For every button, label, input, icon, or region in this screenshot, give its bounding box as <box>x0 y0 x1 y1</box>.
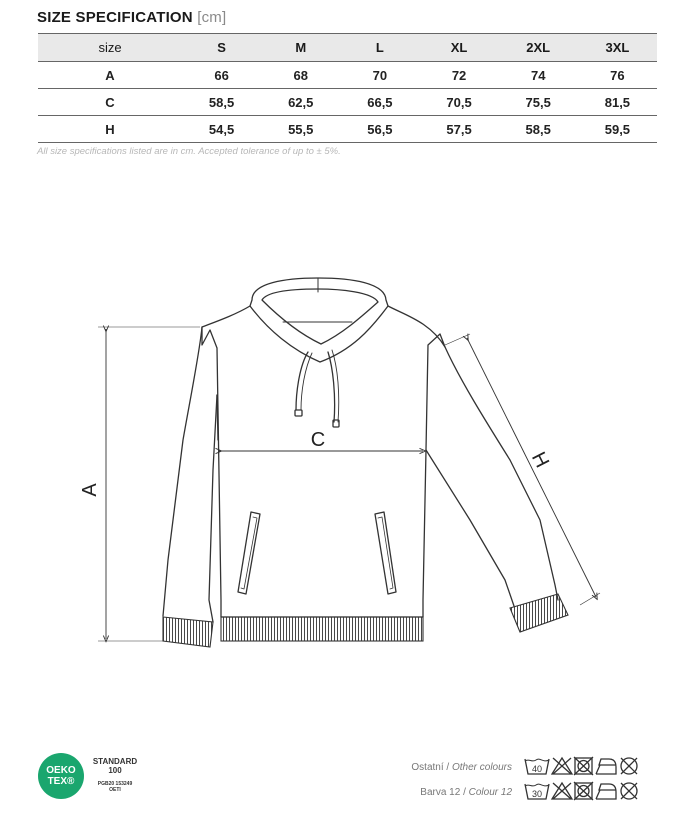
table-cell: 81,5 <box>578 89 657 116</box>
label-h: H <box>526 448 554 472</box>
iron-icon <box>596 784 616 799</box>
column-header: S <box>182 34 261 62</box>
table-cell: 70,5 <box>419 89 498 116</box>
iron-icon <box>596 759 616 774</box>
do-not-dry-clean-icon <box>621 783 637 799</box>
table-cell: 55,5 <box>261 116 340 143</box>
column-header: 2XL <box>499 34 578 62</box>
column-header: 3XL <box>578 34 657 62</box>
title-text: SIZE SPECIFICATION <box>37 9 193 26</box>
do-not-dry-clean-icon <box>621 758 637 774</box>
table-cell: 72 <box>419 62 498 89</box>
drawstring-right <box>328 352 335 422</box>
row-label: C <box>38 89 182 116</box>
column-header: XL <box>419 34 498 62</box>
svg-text:40: 40 <box>531 764 543 774</box>
label-c: C <box>310 429 326 451</box>
table-cell: 58,5 <box>499 116 578 143</box>
left-cuff-rib <box>163 617 213 647</box>
tolerance-note: All size specifications listed are in cm. Accepted tolerance of up to ± 5%. <box>37 146 341 157</box>
column-header: L <box>340 34 419 62</box>
do-not-tumble-dry-icon <box>574 757 593 775</box>
care-icons-row2 <box>523 780 653 802</box>
body-outline <box>202 306 445 617</box>
svg-text:30: 30 <box>531 789 543 799</box>
table-cell: 66,5 <box>340 89 419 116</box>
care-row-colour-12: Barva 12 / Colour 12 <box>420 787 512 798</box>
hood-inner <box>262 289 378 344</box>
do-not-tumble-dry-icon <box>574 782 593 800</box>
title-unit: [cm] <box>197 9 227 26</box>
wash-tub-icon <box>525 759 549 774</box>
standard-label: STANDARD 100 <box>92 757 138 775</box>
care-icons-row1 <box>523 755 653 777</box>
drawstring-left <box>296 352 308 410</box>
do-not-bleach-icon <box>552 758 572 774</box>
do-not-bleach-icon <box>552 783 572 799</box>
row-label: A <box>38 62 182 89</box>
right-cuff-rib <box>510 594 568 632</box>
right-pocket <box>375 512 396 594</box>
column-header: size <box>38 34 182 62</box>
table-cell: 68 <box>261 62 340 89</box>
table-cell: 58,5 <box>182 89 261 116</box>
table-cell: 75,5 <box>499 89 578 116</box>
table-cell: 59,5 <box>578 116 657 143</box>
certificate-code: PGB20 153249 OETI <box>97 781 133 793</box>
care-row-other-colours: Ostatní / Other colours <box>411 762 512 773</box>
waistband-rib <box>221 617 423 641</box>
table-cell: 70 <box>340 62 419 89</box>
table-cell: 66 <box>182 62 261 89</box>
table-cell: 56,5 <box>340 116 419 143</box>
table-cell: 76 <box>578 62 657 89</box>
oeko-tex-logo: OEKO TEX® <box>38 753 84 799</box>
table-cell: 62,5 <box>261 89 340 116</box>
wash-tub-icon <box>525 784 549 799</box>
table-cell: 54,5 <box>182 116 261 143</box>
left-pocket <box>238 512 260 594</box>
row-label: H <box>38 116 182 143</box>
label-a: A <box>79 483 101 497</box>
hood-outline <box>250 278 388 362</box>
table-cell: 74 <box>499 62 578 89</box>
column-header: M <box>261 34 340 62</box>
table-cell: 57,5 <box>419 116 498 143</box>
